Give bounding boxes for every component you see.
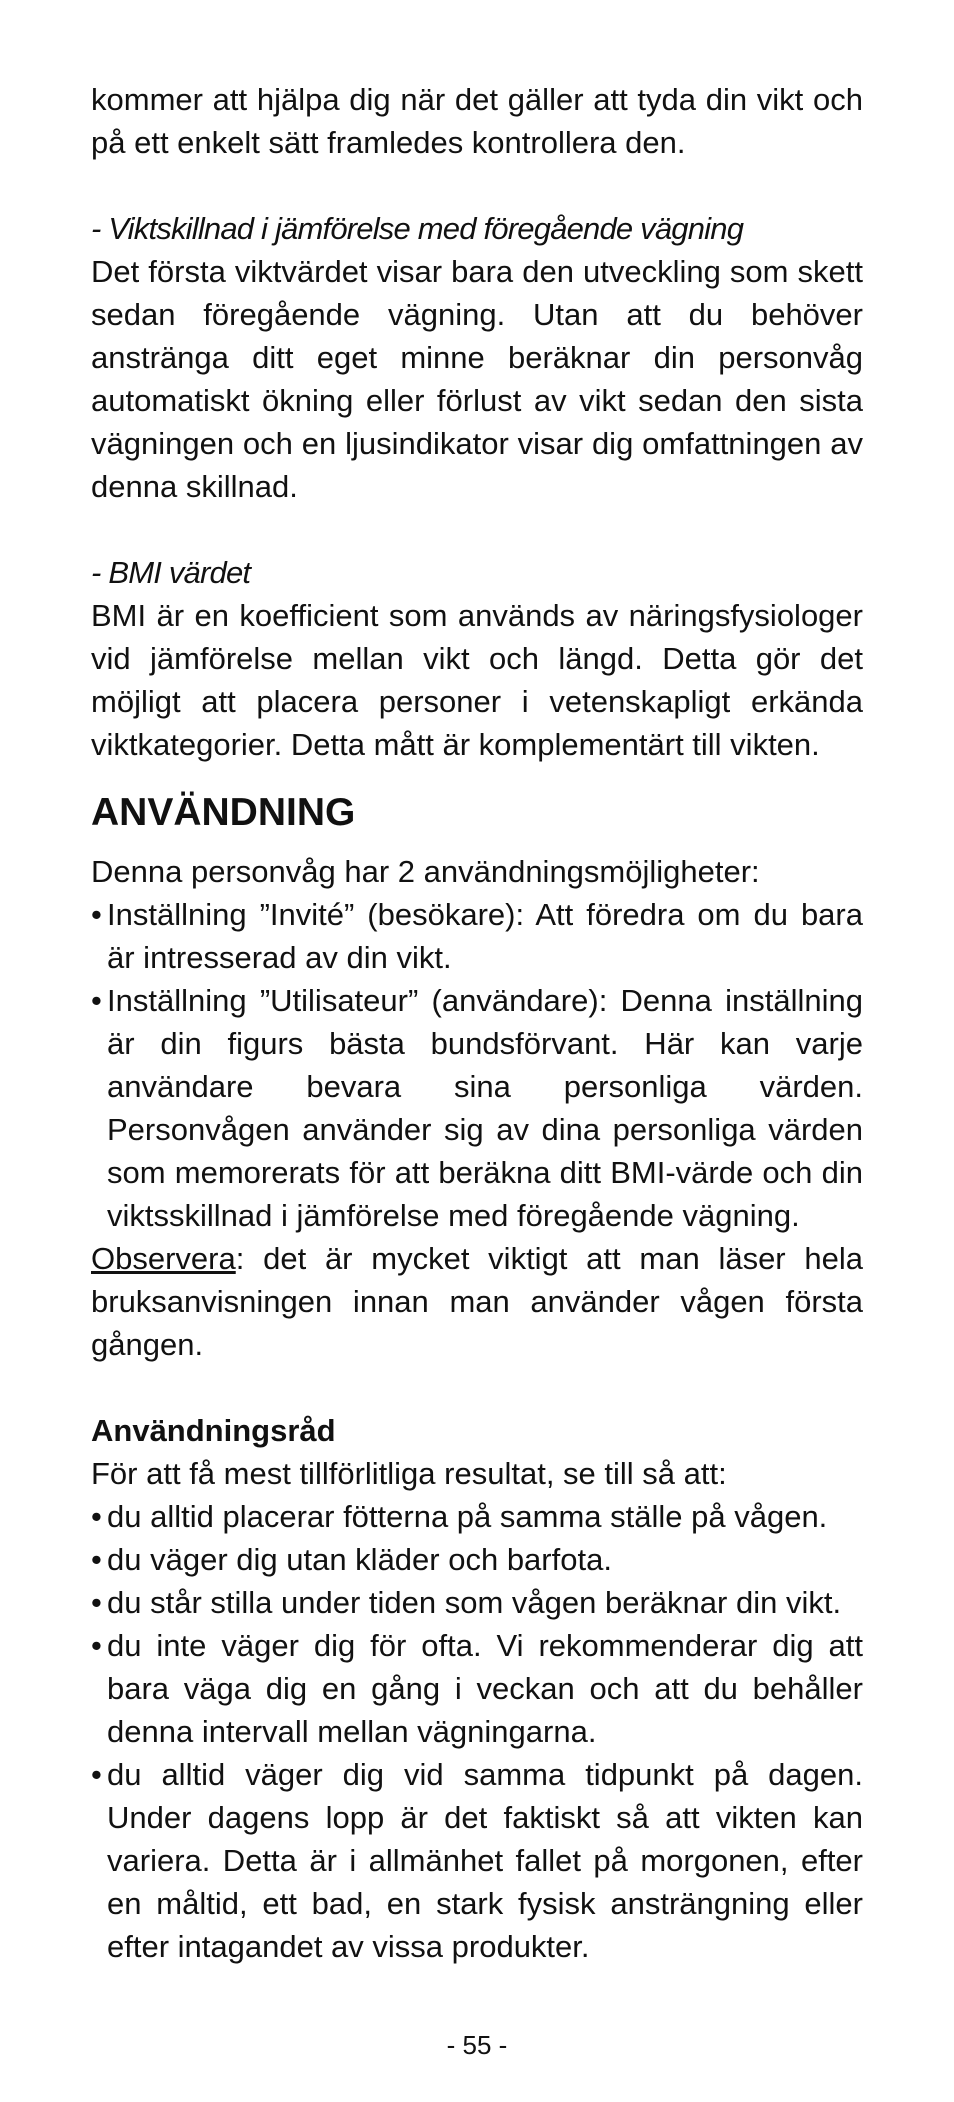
advice-intro: För att få mest tillförlitliga resultat, se till så att:	[91, 1456, 727, 1491]
page-number: - 55 -	[446, 2030, 508, 2060]
weight-diff-paragraph: Det första viktvärdet visar bara den utveckling som skett sedan föregående vägning. Utan att du behöver anstränga ditt eget minne beräknar din personvåg automatiskt ökning eller förlust av vikt sedan den sista vägningen och en ljusindikator visar dig omfattningen av denna skillnad.	[91, 254, 863, 504]
usage-list-item: • Inställning ”Utilisateur” (användare): Denna inställning är din figurs bästa bundsförvant. Här kan varje användare bevara sina personliga värden. Personvågen använder sig av dina personliga värden som memorerats för att beräkna ditt BMI-värde och din viktsskillnad i jämförelse med föregående vägning.	[91, 979, 863, 1237]
usage-note	[91, 1237, 863, 1366]
usage-list	[91, 893, 863, 1237]
advice-list-item: • du inte väger dig för ofta. Vi rekommenderar dig att bara väga dig en gång i veckan och att du behåller denna intervall mellan vägningarna.	[91, 1624, 863, 1753]
intro-paragraph: kommer att hjälpa dig när det gäller att tyda din vikt och på ett enkelt sätt framledes kontrollera den.	[91, 82, 863, 160]
manual-page	[91, 78, 863, 1968]
usage-note-text: : det är mycket viktigt att man läser hela bruksanvisningen innan man använder vågen första gången.	[91, 1241, 863, 1362]
advice-heading: Användningsråd	[91, 1413, 336, 1448]
usage-list-item: • Inställning ”Invité” (besökare): Att föredra om du bara är intresserad av din vikt.	[91, 893, 863, 979]
advice-list	[91, 1495, 863, 1968]
bmi-paragraph: BMI är en koefficient som används av näringsfysiologer vid jämförelse mellan vikt och längd. Detta gör det möjligt att placera personer i vetenskapligt erkända viktkategorier. Detta mått är komplementärt till vikten.	[91, 598, 863, 762]
advice-list-item: • du alltid väger dig vid samma tidpunkt på dagen. Under dagens lopp är det faktiskt så att vikten kan variera. Detta är i allmänhet fallet på morgonen, efter en måltid, ett bad, en stark fysisk ansträngning eller efter intagandet av vissa produkter.	[91, 1753, 863, 1968]
spacer	[91, 164, 863, 207]
bmi-heading: - BMI värdet	[91, 555, 251, 590]
advice-list-item: • du väger dig utan kläder och barfota.	[91, 1538, 863, 1581]
usage-note-label: Observera	[91, 1241, 236, 1276]
spacer	[91, 1366, 863, 1409]
advice-list-item: • du alltid placerar fötterna på samma ställe på vågen.	[91, 1495, 863, 1538]
usage-intro: Denna personvåg har 2 användningsmöjligheter:	[91, 854, 760, 889]
spacer	[91, 508, 863, 551]
advice-list-item: • du står stilla under tiden som vågen beräknar din vikt.	[91, 1581, 863, 1624]
weight-diff-heading: - Viktskillnad i jämförelse med föregående vägning	[91, 211, 744, 246]
usage-section-title: ANVÄNDNING	[91, 791, 356, 834]
